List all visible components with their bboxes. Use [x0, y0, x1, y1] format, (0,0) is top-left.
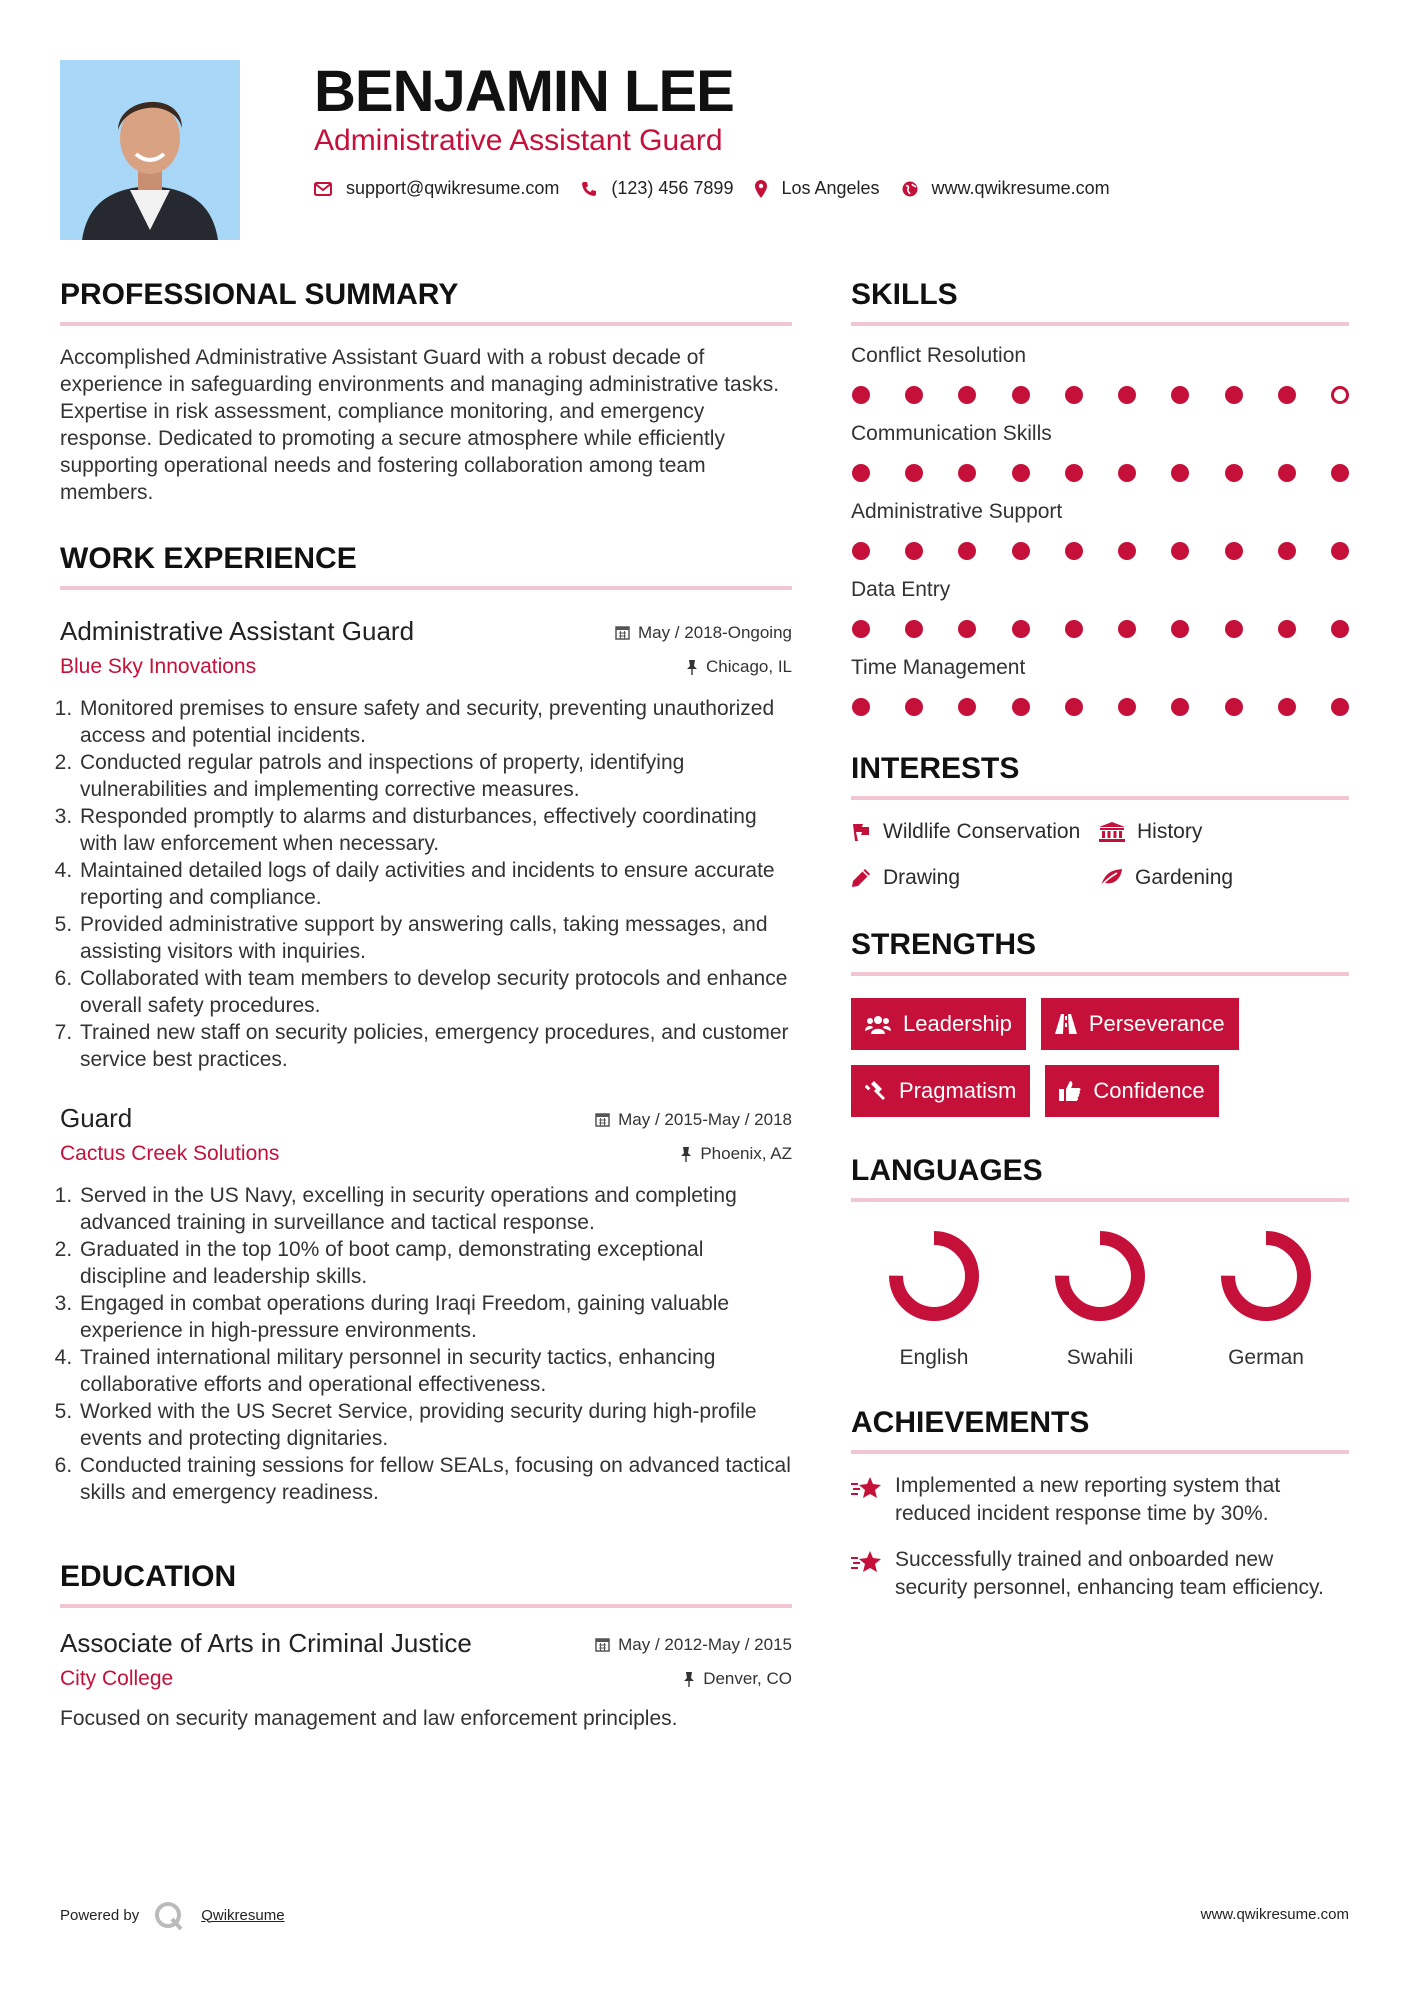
- map-pin-icon: [755, 180, 767, 198]
- interest-item: History: [1099, 818, 1349, 846]
- skill-item: [851, 578, 1349, 638]
- contact-bar: [314, 178, 1132, 199]
- degree-title: Associate of Arts in Criminal Justice: [60, 1628, 472, 1658]
- rating-dot: [1065, 542, 1083, 560]
- job-title: Administrative Assistant Guard: [60, 616, 415, 646]
- rating-dot: [1012, 542, 1030, 560]
- gavel-icon: [865, 1080, 887, 1102]
- candidate-name: BENJAMIN LEE: [314, 59, 734, 124]
- skill-name: Time Management: [851, 656, 1026, 679]
- envelope-icon: [314, 182, 332, 196]
- thumbs-up-icon: [1059, 1080, 1081, 1102]
- contact-website[interactable]: [902, 178, 1110, 199]
- interest-item: Gardening: [1099, 864, 1349, 892]
- rating-dot: [1118, 620, 1136, 638]
- language-item: [1183, 1228, 1349, 1370]
- language-name: Swahili: [1066, 1346, 1134, 1369]
- achievement-item: Successfully trained and onboarded new security personnel, enhancing team efficiency.: [851, 1546, 1349, 1602]
- language-item: [851, 1228, 1017, 1370]
- rating-dot: [1012, 464, 1030, 482]
- rating-dot: [852, 542, 870, 560]
- list-item: 5. Provided administrative support by answering calls, taking messages, and assisting visitors with inquiries.: [78, 911, 792, 965]
- rating-dot: [1171, 620, 1189, 638]
- skill-rating: [851, 386, 1349, 404]
- job-entry: [60, 616, 792, 1073]
- qwikresume-link[interactable]: Qwikresume: [201, 1906, 285, 1924]
- pushpin-icon: [680, 1147, 692, 1162]
- contact-email[interactable]: [314, 178, 559, 199]
- list-item: 1. Served in the US Navy, excelling in security operations and completing advanced training in surveillance and tactical response.: [78, 1182, 792, 1236]
- pushpin-icon: [686, 660, 698, 675]
- rating-dot: [1118, 542, 1136, 560]
- list-item: 2. Graduated in the top 10% of boot camp, demonstrating exceptional discipline and leadership skills.: [78, 1236, 792, 1290]
- school-name: City College: [60, 1667, 174, 1690]
- summary-heading: PROFESSIONAL SUMMARY: [60, 278, 792, 326]
- rating-dot: [1278, 542, 1296, 560]
- museum-icon: [1099, 822, 1125, 842]
- rating-dot: [1118, 698, 1136, 716]
- skill-rating: [851, 620, 1349, 638]
- education-entry: [60, 1628, 792, 1732]
- rating-dot: [1225, 386, 1243, 404]
- skills-list: [851, 344, 1349, 716]
- rating-dot: [958, 698, 976, 716]
- education-location: Denver, CO: [683, 1669, 792, 1689]
- skill-rating: [851, 698, 1349, 716]
- list-item: 1. Monitored premises to ensure safety and security, preventing unauthorized access and potential incidents.: [78, 695, 792, 749]
- rating-dot: [1225, 542, 1243, 560]
- skill-item: [851, 344, 1349, 404]
- achievement-item: Implemented a new reporting system that reduced incident response time by 30%.: [851, 1472, 1349, 1528]
- language-item: [1017, 1228, 1183, 1370]
- rating-dot: [1118, 464, 1136, 482]
- job-bullets: [60, 1182, 792, 1506]
- calendar-icon: [595, 1112, 610, 1127]
- list-item: 7. Trained new staff on security policies, emergency procedures, and customer service best practices.: [78, 1019, 792, 1073]
- rating-dot: [905, 620, 923, 638]
- leaf-icon: [1099, 868, 1123, 888]
- interests-heading: INTERESTS: [851, 752, 1349, 800]
- rating-dot: [1331, 464, 1349, 482]
- list-item: 3. Responded promptly to alarms and disturbances, effectively coordinating with law enforcement when necessary.: [78, 803, 792, 857]
- job-date: May / 2018-Ongoing: [615, 623, 792, 643]
- strength-badge: Confidence: [1045, 1065, 1218, 1117]
- rating-dot: [1171, 542, 1189, 560]
- skill-item: [851, 656, 1349, 716]
- calendar-icon: [615, 625, 630, 640]
- rating-dot: [958, 386, 976, 404]
- rating-dot: [852, 386, 870, 404]
- rating-dot: [958, 620, 976, 638]
- right-column: [851, 270, 1349, 1602]
- language-name: German: [1228, 1346, 1304, 1369]
- language-name: English: [899, 1346, 969, 1369]
- star-icon: [851, 1550, 883, 1574]
- email-text: support@qwikresume.com: [346, 178, 560, 198]
- road-icon: [1055, 1014, 1077, 1034]
- rating-dot: [1225, 464, 1243, 482]
- job-entry: [60, 1103, 792, 1506]
- company-name: Cactus Creek Solutions: [60, 1142, 280, 1165]
- calendar-icon: [595, 1637, 610, 1652]
- footer-powered-by: Powered by Qwikresume: [60, 1900, 285, 1930]
- job-title: Guard: [60, 1103, 133, 1133]
- rating-dot: [958, 464, 976, 482]
- list-item: 5. Worked with the US Secret Service, providing security during high-profile events and protecting dignitaries.: [78, 1398, 792, 1452]
- summary-text: Accomplished Administrative Assistant Guard with a robust decade of experience in safeguarding environments and managing administrative tasks. Expertise in risk assessment, compliance monitoring, and emergency response. Dedicated to promoting a secure atmosphere while efficiently supporting operational needs and fostering collaboration among team members.: [60, 346, 780, 504]
- pushpin-icon: [683, 1672, 695, 1687]
- job-location: Phoenix, AZ: [680, 1144, 792, 1164]
- interests-list: [851, 818, 1349, 892]
- company-name: Blue Sky Innovations: [60, 655, 257, 678]
- list-item: 6. Conducted training sessions for fellow SEALs, focusing on advanced tactical skills and emergency readiness.: [78, 1452, 792, 1506]
- profile-photo: [60, 60, 240, 240]
- experience-heading: WORK EXPERIENCE: [60, 542, 792, 590]
- list-item: 3. Engaged in combat operations during Iraqi Freedom, gaining valuable experience in high-pressure environments.: [78, 1290, 792, 1344]
- strengths-heading: STRENGTHS: [851, 928, 1349, 976]
- education-date: May / 2012-May / 2015: [595, 1635, 792, 1655]
- skill-rating: [851, 464, 1349, 482]
- strengths-list: [851, 998, 1349, 1132]
- language-gauge: [1218, 1228, 1314, 1324]
- job-date: May / 2015-May / 2018: [595, 1110, 792, 1130]
- rating-dot: [1065, 464, 1083, 482]
- skill-name: Data Entry: [851, 578, 951, 601]
- rating-dot: [852, 464, 870, 482]
- rating-dot: [852, 620, 870, 638]
- education-heading: EDUCATION: [60, 1560, 792, 1608]
- rating-dot: [905, 698, 923, 716]
- footer-url[interactable]: www.qwikresume.com: [1200, 1906, 1349, 1923]
- skill-item: [851, 500, 1349, 560]
- rating-dot: [1171, 698, 1189, 716]
- strength-badge: Leadership: [851, 998, 1026, 1050]
- rating-dot: [1331, 698, 1349, 716]
- left-column: [60, 270, 792, 1732]
- flag-icon: [851, 822, 871, 842]
- rating-dot: [1118, 386, 1136, 404]
- globe-icon: [902, 181, 918, 197]
- languages-list: [851, 1228, 1349, 1370]
- strength-badge: Pragmatism: [851, 1065, 1030, 1117]
- phone-text: (123) 456 7899: [611, 178, 734, 198]
- rating-dot: [905, 464, 923, 482]
- rating-dot: [1171, 464, 1189, 482]
- language-gauge: [886, 1228, 982, 1324]
- list-item: 4. Maintained detailed logs of daily activities and incidents to ensure accurate reporting and compliance.: [78, 857, 792, 911]
- rating-dot: [1278, 698, 1296, 716]
- rating-dot: [1278, 386, 1296, 404]
- pencil-icon: [851, 868, 871, 888]
- achievements-heading: ACHIEVEMENTS: [851, 1406, 1349, 1454]
- rating-dot: [1171, 386, 1189, 404]
- contact-location: [755, 178, 879, 199]
- rating-dot: [1331, 542, 1349, 560]
- language-gauge: [1052, 1228, 1148, 1324]
- skill-rating: [851, 542, 1349, 560]
- skill-item: [851, 422, 1349, 482]
- website-text: www.qwikresume.com: [931, 178, 1110, 198]
- rating-dot: [1012, 698, 1030, 716]
- rating-dot: [1225, 620, 1243, 638]
- qwikresume-logo-icon: [153, 1900, 187, 1930]
- rating-dot: [905, 386, 923, 404]
- education-description: Focused on security management and law enforcement principles.: [60, 1707, 678, 1730]
- candidate-title: Administrative Assistant Guard: [314, 124, 723, 157]
- rating-dot: [905, 542, 923, 560]
- location-text: Los Angeles: [781, 178, 880, 198]
- phone-icon: [581, 181, 597, 197]
- rating-dot: [1331, 620, 1349, 638]
- users-icon: [865, 1014, 891, 1034]
- skill-name: Communication Skills: [851, 422, 1052, 445]
- rating-dot: [958, 542, 976, 560]
- job-bullets: [60, 695, 792, 1073]
- list-item: 6. Collaborated with team members to develop security protocols and enhance overall safety procedures.: [78, 965, 792, 1019]
- rating-dot: [852, 698, 870, 716]
- rating-dot: [1065, 620, 1083, 638]
- job-location: Chicago, IL: [686, 657, 792, 677]
- languages-heading: LANGUAGES: [851, 1154, 1349, 1202]
- rating-dot: [1278, 464, 1296, 482]
- skill-name: Conflict Resolution: [851, 344, 1027, 367]
- rating-dot: [1065, 386, 1083, 404]
- star-icon: [851, 1476, 883, 1500]
- contact-phone[interactable]: [581, 178, 733, 199]
- strength-badge: Perseverance: [1041, 998, 1239, 1050]
- interest-item: Drawing: [851, 864, 1099, 892]
- rating-dot: [1012, 386, 1030, 404]
- rating-dot: [1331, 386, 1349, 404]
- list-item: 2. Conducted regular patrols and inspections of property, identifying vulnerabilities and implementing corrective measures.: [78, 749, 792, 803]
- list-item: 4. Trained international military personnel in security tactics, enhancing collaborative efforts and operational effectiveness.: [78, 1344, 792, 1398]
- rating-dot: [1225, 698, 1243, 716]
- interest-item: Wildlife Conservation: [851, 818, 1099, 846]
- rating-dot: [1012, 620, 1030, 638]
- skills-heading: SKILLS: [851, 278, 1349, 326]
- rating-dot: [1278, 620, 1296, 638]
- skill-name: Administrative Support: [851, 500, 1063, 523]
- rating-dot: [1065, 698, 1083, 716]
